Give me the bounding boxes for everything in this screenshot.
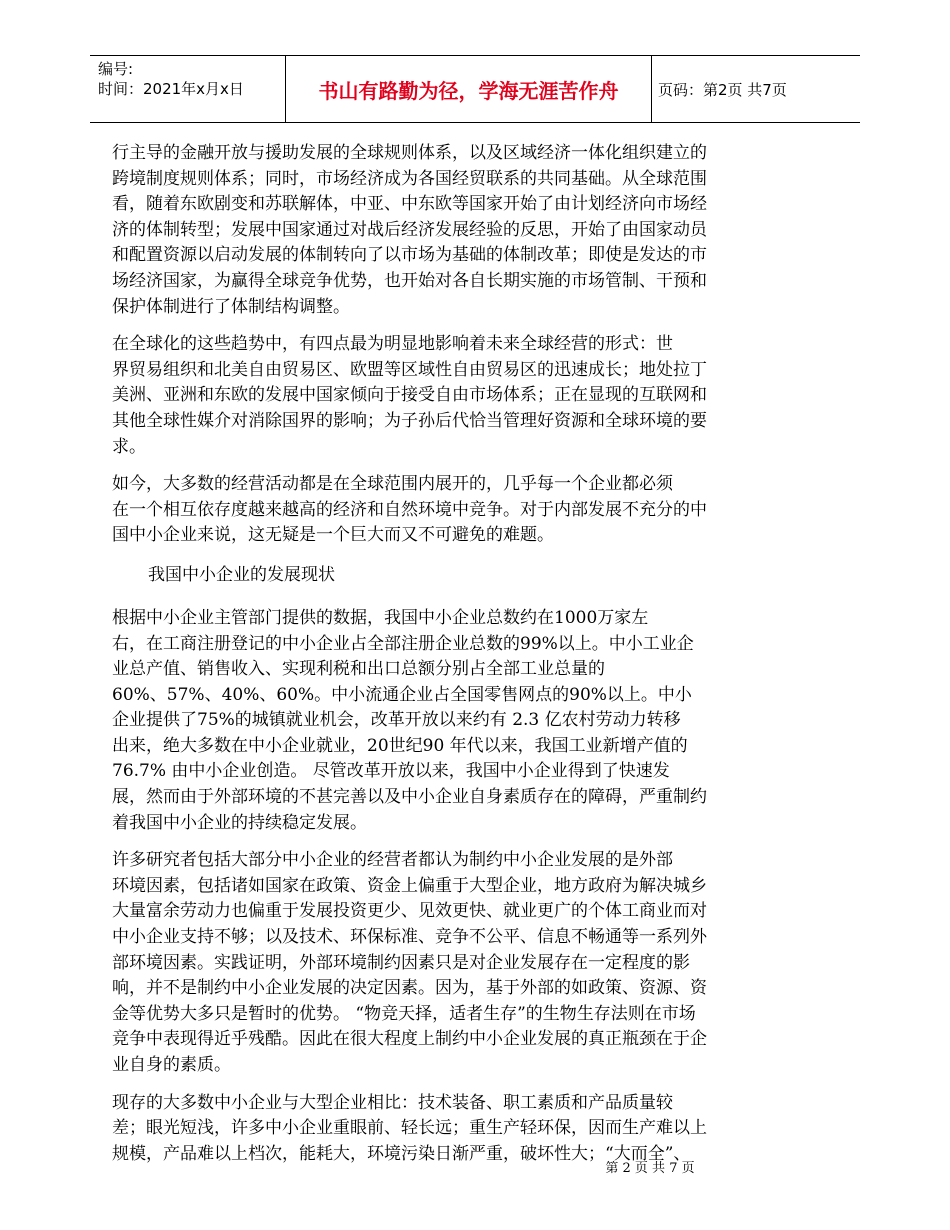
paragraph-global-rules: 行主导的金融开放与援助发展的全球规则体系，以及区域经济一体化组织建立的 跨境制度规则体系；同时，市场经济成为各国经贸联系的共同基础。从全球范围 看，随着东欧剧变和苏联解体，中亚、中东欧等国家开始了由计划经济向市场经 济的体制转型；发展中国家通过对战后经济发展经验的反思，开始了由国家动员 和配置资源以启动发展的体制转向了以市场为基础的体制改革；即使是发达的市 场经济国家，为赢得全球竞争优势，也开始对各自长期实施的市场管制、干预和 保护体制进行了体制结构调整。 <box>112 143 707 317</box>
paragraph-sme-statistics: 根据中小企业主管部门提供的数据，我国中小企业总数约在1000万家左 右，在工商注册登记的中小企业占全部注册企业总数的99%以上。中小工业企 业总产值、销售收入、实现利税和出口总额分别占全部工业总量的 60%、57%、40%、60%。中小流通企业占全国零售网点的90%以上。中小 企业提供了75%的城镇就业机会，改革开放以来约有 2.3 亿农村劳动力转移 出来，绝大多数在中小企业就业，20世纪90 年代以来，我国工业新增产值的 76.7% 由中小企业创造。 尽管改革开放以来，我国中小企业得到了快速发 展，然而由于外部环境的不甚完善以及中小企业自身素质存在的障碍，严重制约 着我国中小企业的持续稳定发展。 <box>112 607 707 833</box>
header-motto: 书山有路勤为径，学海无涯苦作舟 <box>318 78 619 103</box>
paragraph-global-operations: 如今，大多数的经营活动都是在全球范围内展开的，几乎每一个企业都必须 在一个相互依存度越来越高的经济和自然环境中竞争。对于内部发展不充分的中 国中小企业来说，这无疑是一个巨大而又不可避免的难题。 <box>112 474 707 546</box>
paragraph-globalization-trends: 在全球化的这些趋势中，有四点最为明显地影响着未来全球经营的形式：世 界贸易组织和北美自由贸易区、欧盟等区域性自由贸易区的迅速成长；地处拉丁 美洲、亚洲和东欧的发展中国家倾向于接受自由市场体系；正在显现的互联网和 其他全球性媒介对消除国界的影响；为子孙后代恰当管理好资源和全球环境的要 求。 <box>112 334 707 457</box>
page-footer <box>0 1157 950 1176</box>
document-time-label: 时间：2021年x月x日 <box>98 80 244 98</box>
section-heading: 我国中小企业的发展现状 <box>148 564 335 585</box>
page-header <box>90 55 860 123</box>
paragraph-external-factors: 许多研究者包括大部分中小企业的经营者都认为制约中小企业发展的是外部 环境因素，包括诸如国家在政策、资金上偏重于大型企业，地方政府为解决城乡 大量富余劳动力也偏重于发展投资更少、见效更快、就业更广的个体工商业而对 中小企业支持不够；以及技术、环保标准、竞争不公平、信息不畅通等一系列外 部环境因素。实践证明，外部环境制约因素只是对企业发展存在一定程度的影 响，并不是制约中小企业发展的决定因素。因为，基于外部的如政策、资源、资 金等优势大多只是暂时的优势。 “物竞天择，适者生存”的生物生存法则在市场 竞争中表现得近乎残酷。因此在很大程度上制约中小企业发展的真正瓶颈在于企 业自身的素质。 <box>112 850 707 1075</box>
header-meta <box>98 59 244 99</box>
header-page-info: 页码：第2页 共7页 <box>658 80 787 99</box>
footer-page-number: 第 2 页 共 7 页 <box>605 1161 695 1176</box>
paragraph-sme-weaknesses: 现存的大多数中小企业与大型企业相比：技术装备、职工素质和产品质量较 差；眼光短浅，许多中小企业重眼前、轻长远；重生产轻环保，因而生产难以上 规模，产品难以上档次，能耗大，环境污染日渐严重，破坏性大；“大而全”、 <box>112 1092 707 1164</box>
document-number-label: 编号: <box>98 60 134 78</box>
header-motto-cell <box>285 56 652 122</box>
document-body <box>112 141 772 1179</box>
